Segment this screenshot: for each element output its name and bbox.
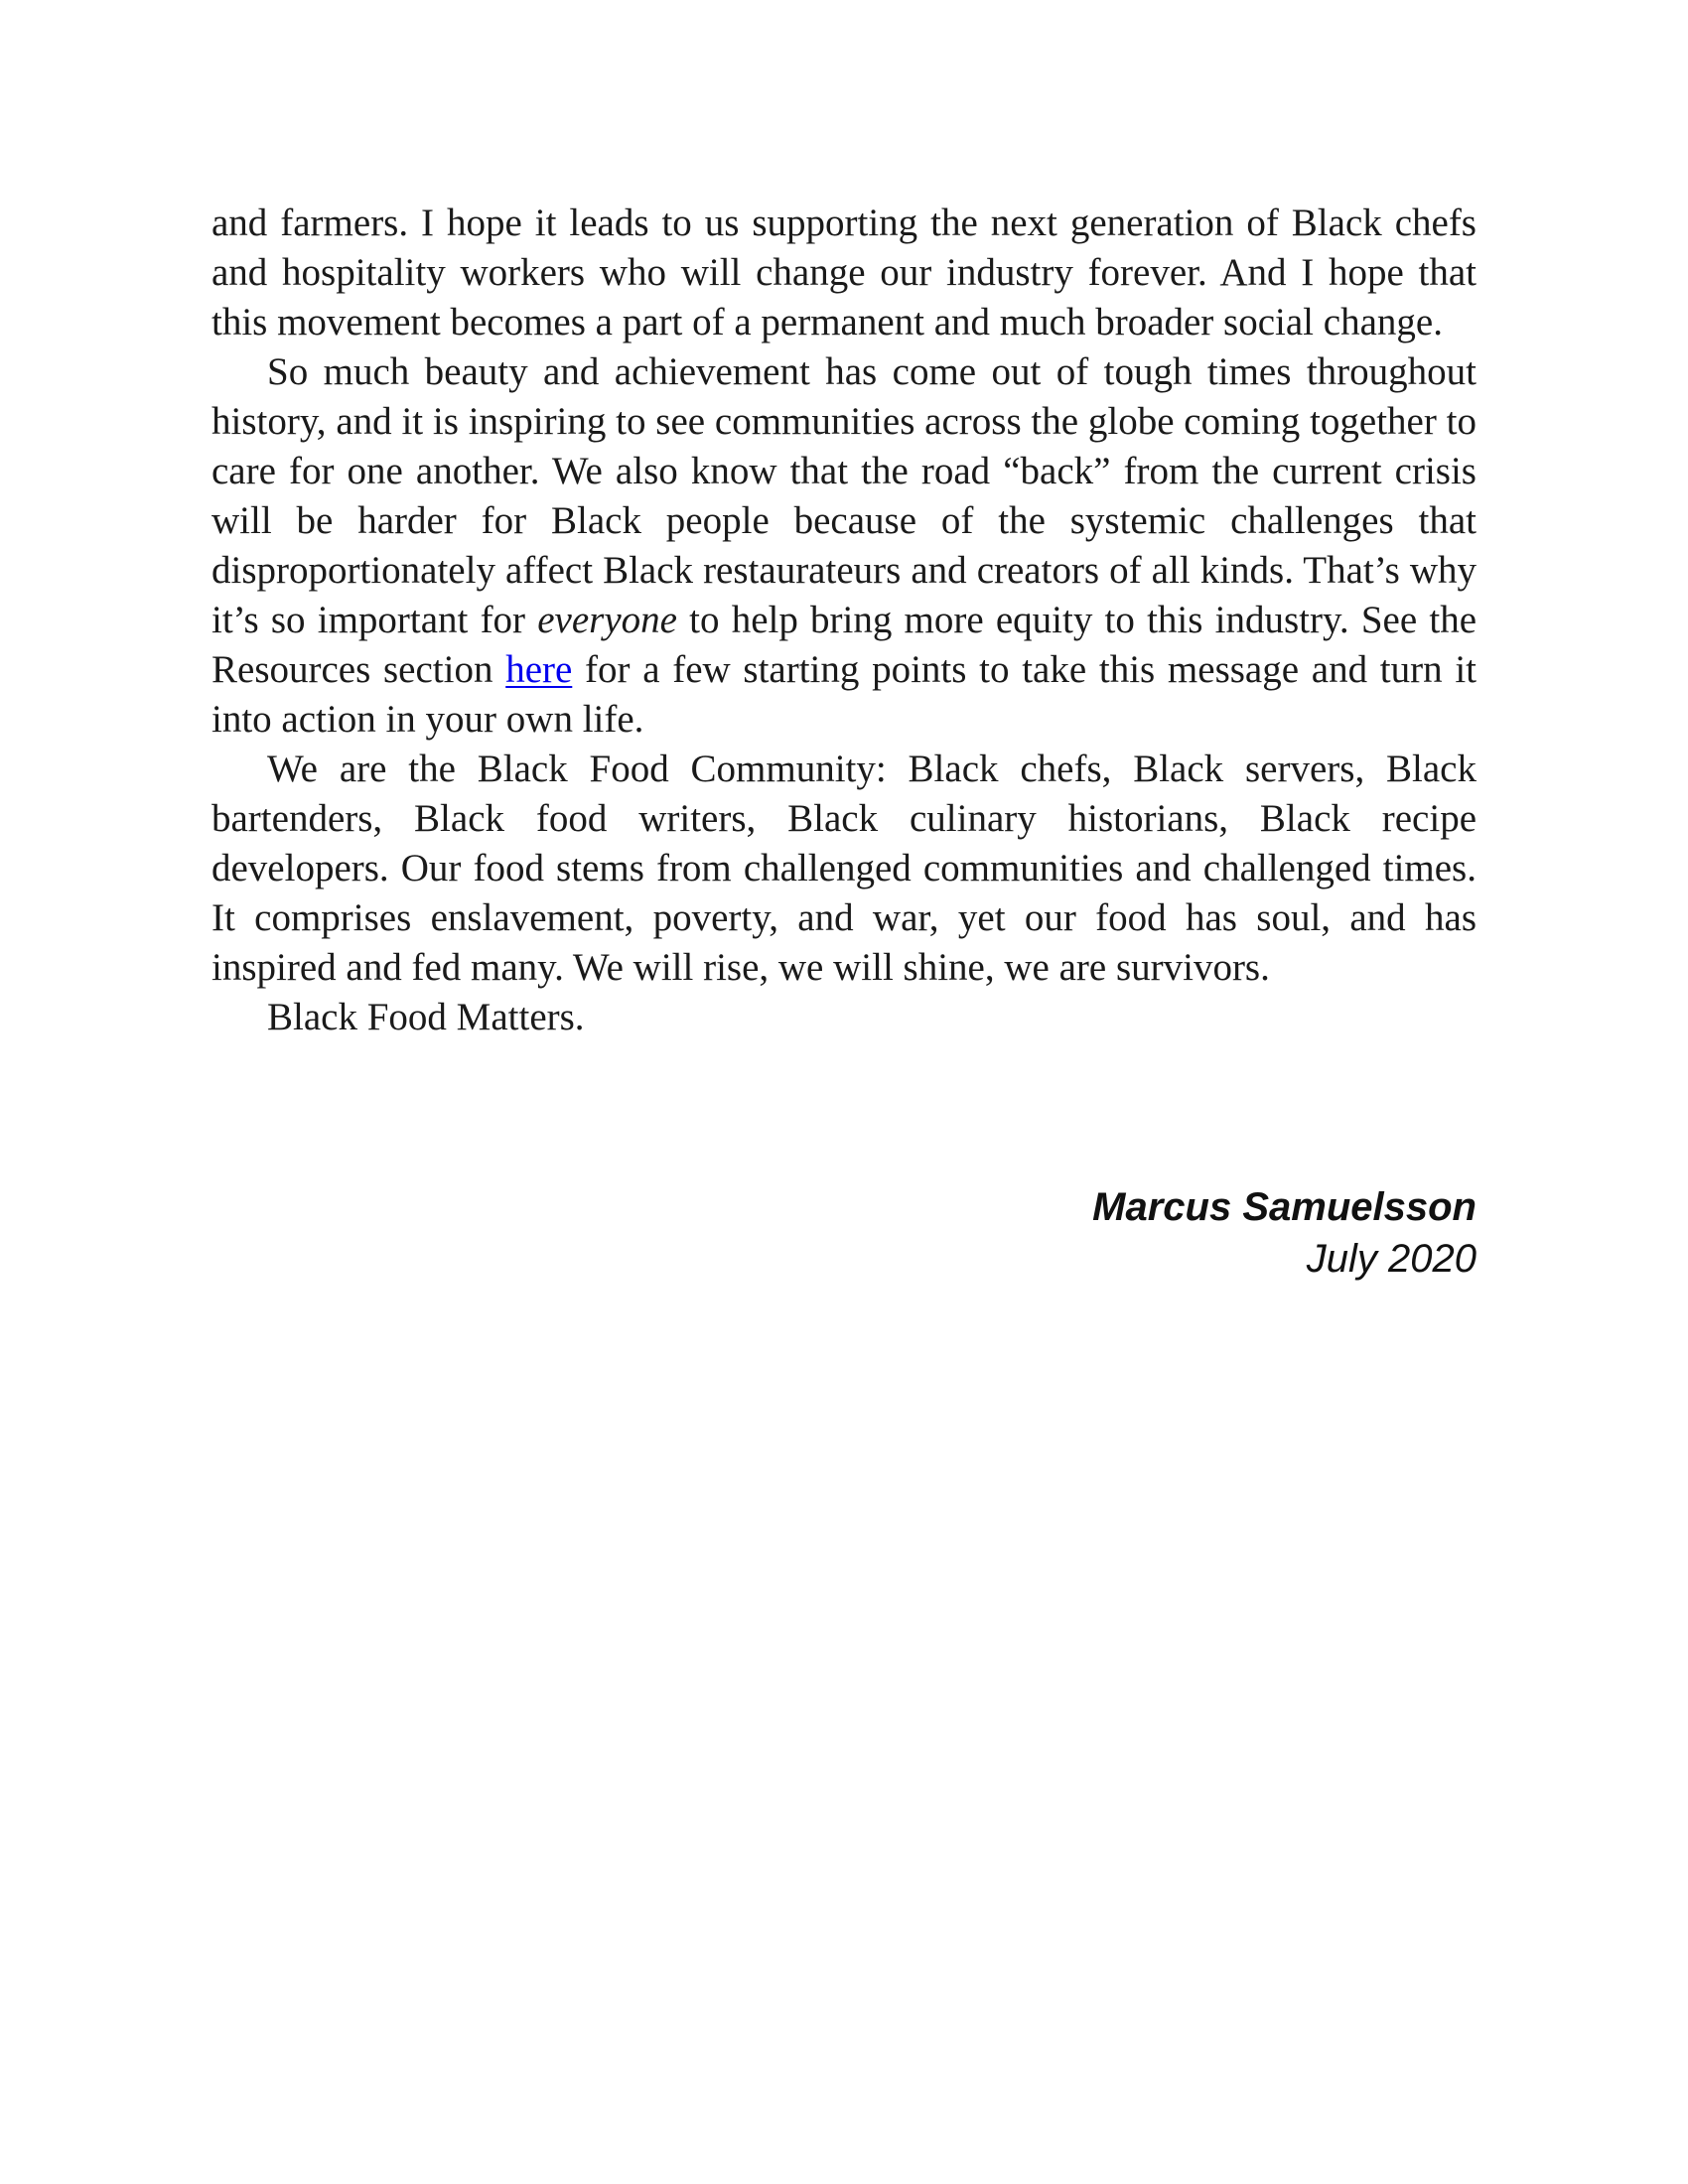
- resources-link[interactable]: here: [505, 648, 573, 691]
- paragraph-3: We are the Black Food Community: Black chefs, Black servers, Black bartenders, Black food writers, Black culinary historians, Black recipe developers. Our food stems from challenged communities and challenged times. It comprises enslavement, poverty, and war, yet our food has soul, and has inspired and fed many. We will rise, we will shine, we are survivors.: [211, 748, 1477, 989]
- signature-date: July 2020: [1306, 1237, 1477, 1281]
- paragraph-4: Black Food Matters.: [267, 996, 585, 1038]
- author-name: Marcus Samuelsson: [1092, 1185, 1477, 1229]
- paragraph-2-text-a: So much beauty and achievement has come out of tough times throughout history, and it is inspiring to see communities across the globe coming together to care for one another. We also know that the road “back” from the current crisis will be harder for Black people because of the systemic challenges that disproportionately affect Black restaurateurs and creators of all kinds. That’s why it’s so important for: [211, 350, 1477, 641]
- paragraph-2: [211, 347, 1477, 745]
- signature-block: [1092, 1181, 1477, 1285]
- paragraph-2-text-b: to help bring more equity to this industry. See the Resources section: [211, 599, 1477, 691]
- paragraph-1: and farmers. I hope it leads to us supporting the next generation of Black chefs and hospitality workers who will change our industry forever. And I hope that this movement becomes a part of a permanent and much broader social change.: [211, 202, 1477, 343]
- emphasis-everyone: everyone: [537, 599, 677, 641]
- body-text: [211, 199, 1477, 1042]
- paragraph-2-text-c: for a few starting points to take this message and turn it into action in your own life.: [211, 648, 1477, 741]
